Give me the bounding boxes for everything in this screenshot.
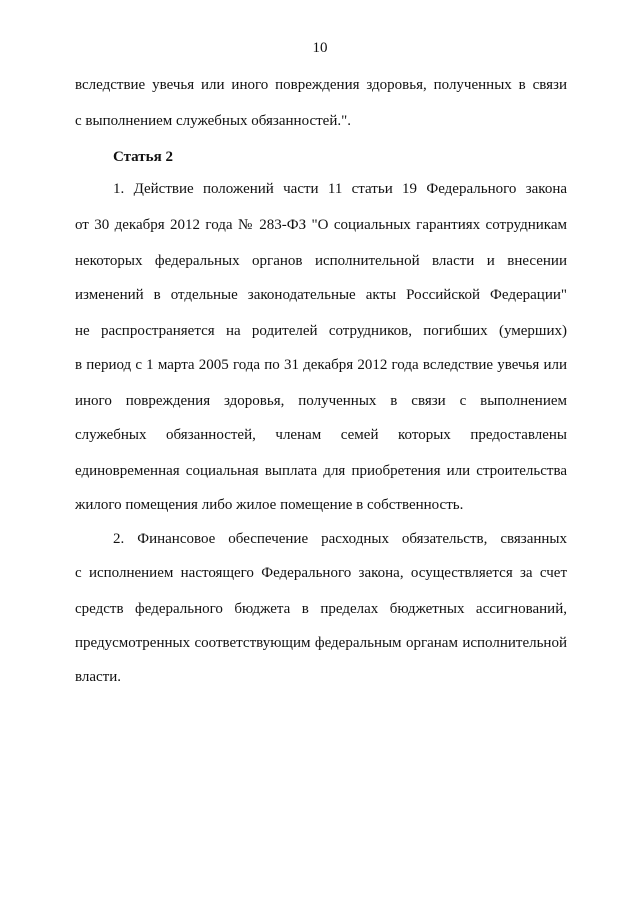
text-line: некоторых федеральных органов исполнительной власти и внесении xyxy=(75,253,567,269)
text-line: служебных обязанностей, членам семей которых предоставлены xyxy=(75,427,567,443)
text-line: с выполнением служебных обязанностей.". xyxy=(75,113,351,129)
text-line: единовременная социальная выплата для приобретения или строительства xyxy=(75,463,567,479)
text-line: изменений в отдельные законодательные акты Российской Федерации" xyxy=(75,287,567,303)
text-line: иного повреждения здоровья, полученных в связи с выполнением xyxy=(75,393,567,409)
text-line: 2. Финансовое обеспечение расходных обязательств, связанных xyxy=(113,531,567,547)
text-line: 1. Действие положений части 11 статьи 19 Федерального закона xyxy=(113,181,567,197)
article-heading: Статья 2 xyxy=(113,149,173,165)
text-line: от 30 декабря 2012 года № 283-ФЗ "О социальных гарантиях сотрудникам xyxy=(75,217,567,233)
text-line: с исполнением настоящего Федерального закона, осуществляется за счет xyxy=(75,565,567,581)
text-line: предусмотренных соответствующим федеральным органам исполнительной xyxy=(75,635,567,651)
text-line: вследствие увечья или иного повреждения здоровья, полученных в связи xyxy=(75,77,567,93)
text-line: жилого помещения либо жилое помещение в собственность. xyxy=(75,497,464,513)
text-line: в период с 1 марта 2005 года по 31 декабря 2012 года вследствие увечья или xyxy=(75,357,567,373)
text-line: средств федерального бюджета в пределах бюджетных ассигнований, xyxy=(75,601,567,617)
page-number: 10 xyxy=(312,40,328,56)
text-line: власти. xyxy=(75,669,122,685)
text-line: не распространяется на родителей сотрудников, погибших (умерших) xyxy=(75,323,567,339)
